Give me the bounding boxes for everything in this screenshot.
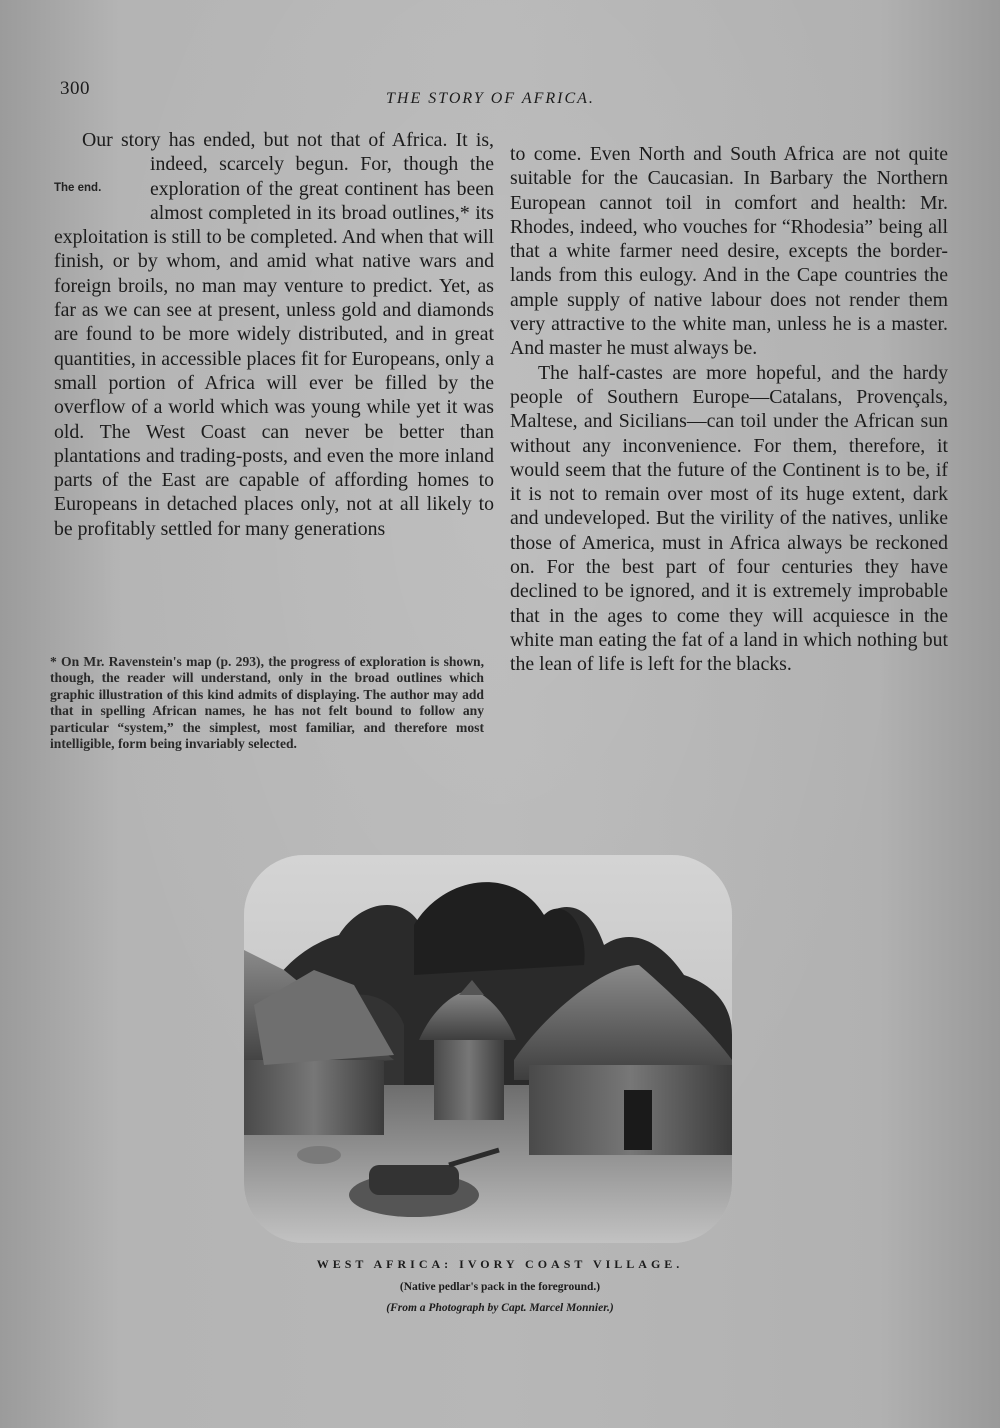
village-photograph: [244, 855, 732, 1243]
marginal-note: The end.: [54, 182, 102, 195]
right-paragraph-2: The half-castes are more hopeful, and the hardy people of Southern Europe—Catalans, Provençals, Maltese, and Sicilians—can toil under the African sun without any inconvenience. For them, therefore, it would seem that the future of the Continent is to be, if it is not to remain over most of its huge extent, dark and undeveloped. But the virility of the natives, unlike those of America, must in Africa always be reckoned on. For the best part of four centuries they have declined to be ignored, and it is extremely improbable that in the ages to come they will acquiesce in the white man eating the fat of a land in which nothing but the lean of life is left for the blacks.: [510, 361, 948, 676]
village-scene-illustration: [244, 855, 732, 1243]
paragraph-opening: Our story has ended, but not that of Africa. It is, indeed, scarcely begun. For, though: [82, 129, 494, 176]
running-title: THE STORY OF AFRICA.: [386, 90, 595, 107]
page-number: 300: [60, 78, 90, 99]
illustration-caption-credit: (From a Photograph by Capt. Marcel Monnier.): [386, 1302, 614, 1314]
left-paragraph: [54, 128, 494, 541]
left-column: [54, 128, 494, 541]
right-column: [510, 142, 948, 677]
right-paragraph-1: to come. Even North and South Africa are not quite suitable for the Caucasian. In Barbary the Northern European cannot toil in comfort and health: Mr. Rhodes, indeed, who vouches for “Rhodesia” being all that a white farmer need desire, excepts the border-lands from this eulogy. And in the Cape countries the ample supply of native labour does not render them very attractive to the white man, unless he is a master. And master he must always be.: [510, 143, 948, 360]
illustration-caption-title: WEST AFRICA: IVORY COAST VILLAGE.: [316, 1257, 684, 1271]
footnote: * On Mr. Ravenstein's map (p. 293), the progress of exploration is shown, though, the reader will understand, only in the broad outlines which graphic illustration of this kind admits of displaying. The author may add that in spelling African names, he has not felt bound to follow any particular “system,” the simplest, most familiar, and therefore most intelligible, form being invariably selected.: [50, 654, 484, 752]
paragraph-body: the exploration of the great continent has been almost completed in its broad outlines,* its exploitation is still to be completed. And when that will finish, or by whom, and amid what native wars and foreign broils, no man may venture to predict. Yet, as far as we can see at present, unless gold and diamonds are found to be more widely distributed, and in great quantities, in accessible places fit for Europeans, only a small portion of Africa will ever be filled by the overflow of a world which was young while yet it was old. The West Coast can never be better than plantations and trading-posts, and even the more inland parts of the East are capable of affording homes to Europeans in detached places only, not at all likely to be profitably settled for many generations: [54, 153, 494, 540]
illustration-caption-note: (Native pedlar's pack in the foreground.): [399, 1281, 601, 1293]
